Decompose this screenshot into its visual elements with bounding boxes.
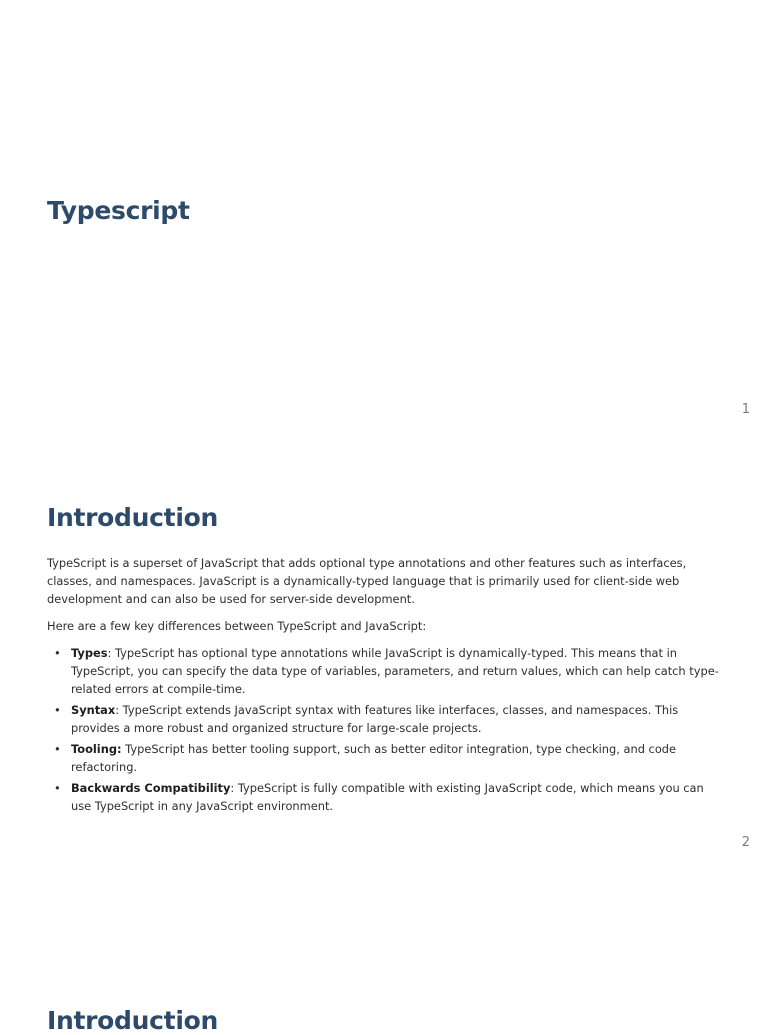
list-item bbox=[54, 701, 727, 737]
list-item bbox=[54, 779, 727, 815]
page-title: Typescript bbox=[47, 196, 190, 225]
list-item-term: Backwards Compatibility bbox=[71, 781, 231, 795]
list-item bbox=[54, 644, 727, 698]
bullet-list bbox=[47, 644, 727, 815]
page-number: 2 bbox=[741, 835, 750, 850]
bullet-icon: • bbox=[54, 781, 61, 795]
list-item-term: Types bbox=[71, 646, 108, 660]
section-heading: Introduction bbox=[47, 1006, 218, 1035]
page-number: 1 bbox=[741, 402, 750, 417]
list-item-text: : TypeScript has optional type annotations while JavaScript is dynamically-typed. This means that in TypeScript, you can specify the data type of variables, parameters, and return values, which can help catch type-related errors at compile-time. bbox=[71, 646, 719, 696]
bullet-icon: • bbox=[54, 703, 61, 717]
list-item-text: TypeScript has better tooling support, such as better editor integration, type checking, and code refactoring. bbox=[71, 742, 677, 774]
bullet-icon: • bbox=[54, 646, 61, 660]
list-item-text: : TypeScript is fully compatible with existing JavaScript code, which means you can use TypeScript in any JavaScript environment. bbox=[71, 781, 704, 813]
paragraph: Here are a few key differences between TypeScript and JavaScript: bbox=[47, 619, 427, 633]
bullet-icon: • bbox=[54, 742, 61, 756]
paragraph: TypeScript is a superset of JavaScript that adds optional type annotations and other features such as interfaces, classes, and namespaces. JavaScript is a dynamically-typed language that is primarily used for client-side web development and can also be used for server-side development. bbox=[47, 556, 687, 606]
section-content bbox=[47, 554, 727, 818]
list-item-term: Tooling: bbox=[71, 742, 122, 756]
list-item bbox=[54, 740, 727, 776]
list-item-term: Syntax bbox=[71, 703, 116, 717]
section-heading: Introduction bbox=[47, 503, 218, 532]
list-item-text: : TypeScript extends JavaScript syntax with features like interfaces, classes, and namespaces. This provides a more robust and organized structure for large-scale projects. bbox=[71, 703, 679, 735]
